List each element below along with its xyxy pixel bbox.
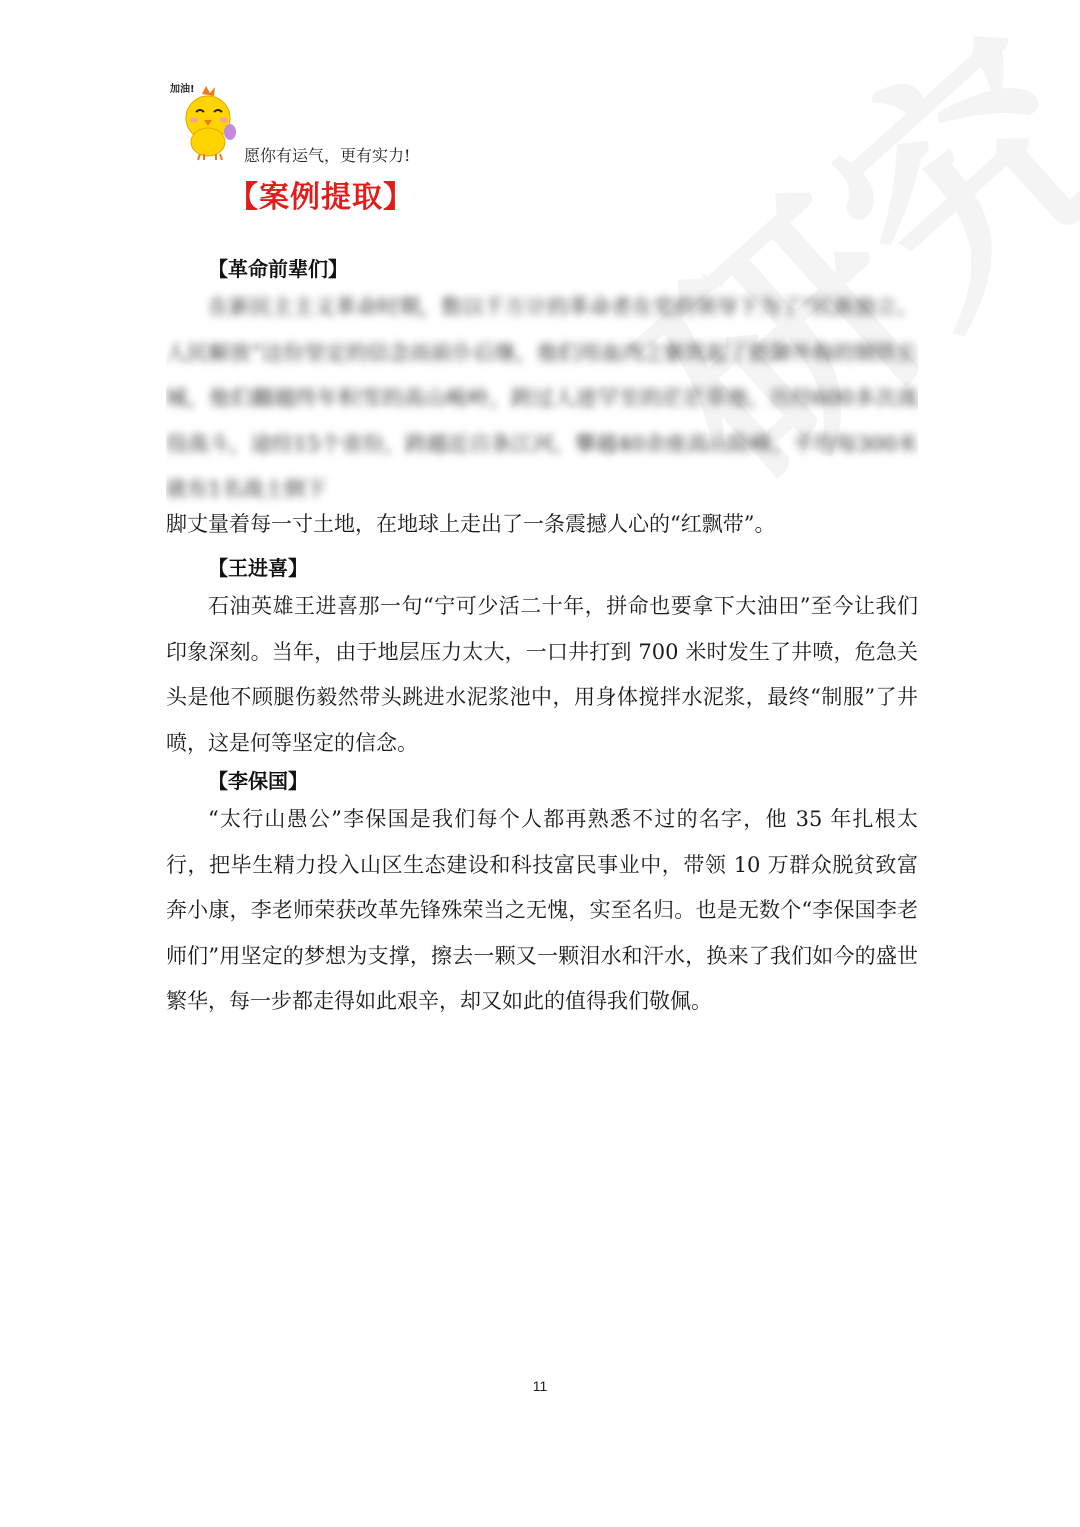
chick-mascot-icon <box>168 80 248 162</box>
section-title: 【案例提取】 <box>228 180 414 215</box>
case-heading-li-baoguo: 【李保国】 <box>208 769 308 793</box>
case-heading-revolutionaries: 【革命前辈们】 <box>208 257 348 281</box>
wang-jinxi-paragraph: 石油英雄王进喜那一句“宁可少活二十年，拼命也要拿下大油田”至今让我们印象深刻。当年，由于地层压力太大，一口井打到 700 米时发生了井喷，危急关头是他不顾腿伤毅然带头跳进水泥浆池中，用身体搅拌水泥浆，最终“制服”了井喷，这是何等坚定的信念。 <box>166 594 918 755</box>
blurred-paragraph <box>166 285 918 510</box>
case-heading-wang-jinxi: 【王进喜】 <box>208 556 308 580</box>
li-baoguo-paragraph: “太行山愚公”李保国是我们每个人都再熟悉不过的名字，他 35 年扎根太行，把毕生精力投入山区生态建设和科技富民事业中，带领 10 万群众脱贫致富奔小康，李老师荣获改革先锋殊荣当之无愧，实至名归。也是无数个“李保国李老师们”用坚定的梦想为支撑，擦去一颗又一颗泪水和汗水，换来了我们如今的盛世繁华，每一步都走得如此艰辛，却又如此的值得我们敬佩。 <box>166 807 918 1013</box>
revolutionaries-paragraph-tail: 脚丈量着每一寸土地，在地球上走出了一条震撼人心的“红飘带”。 <box>166 512 776 536</box>
blurred-text: 在新民主主义革命时期，数以千万计的革命者在党的领导下为了“民族独立、人民解放”这份坚定的信念而前仆后继，他们用血肉之躯筑起了抵御外侮的钢铁长城，他们翻越终年积雪的高山峻岭，跨过人迹罕至的茫茫草地，历经600多次战役战斗，途经15个省份，跨越近百条江河，攀越40余座高山险峰，平均每300米就有1名战士倒下 <box>166 295 918 501</box>
badge-text: 加油! <box>170 84 195 95</box>
header-motto: 愿你有运气，更有实力! <box>244 146 411 165</box>
page-number: 11 <box>532 1378 548 1394</box>
